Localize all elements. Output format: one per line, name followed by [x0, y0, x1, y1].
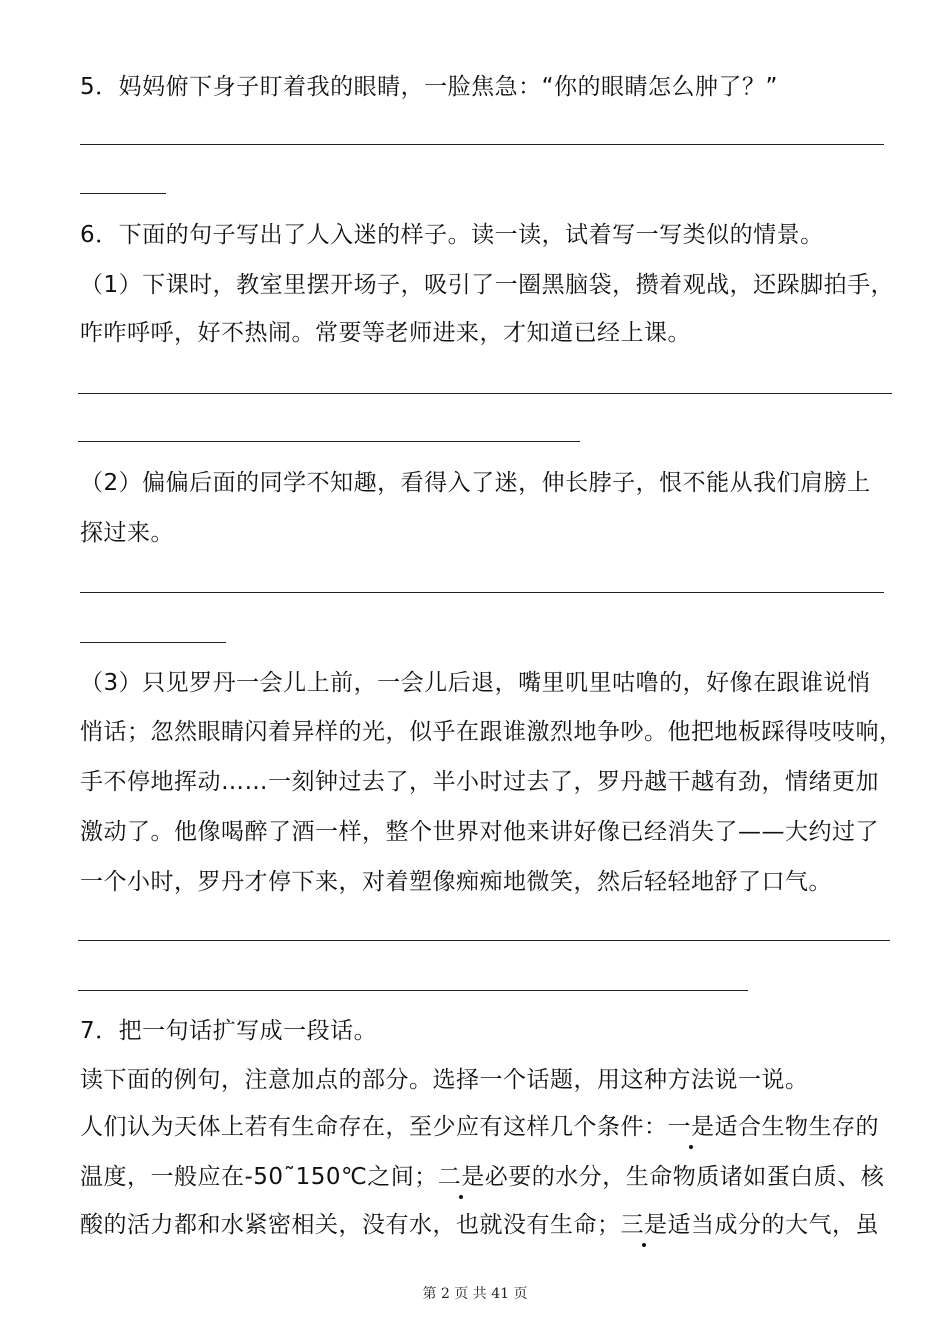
example-text: 温度，一般应在-50˜150℃之间； — [80, 1164, 438, 1190]
question-5-text: 5．妈妈俯下身子盯着我的眼睛，一脸焦急：“你的眼睛怎么肿了？” — [80, 74, 778, 100]
q7-example-line-1 — [80, 1112, 879, 1142]
example-text: 必要的水分，生命物质诸如蛋白质、核 — [484, 1164, 885, 1190]
q7-example-line-2 — [80, 1162, 884, 1192]
answer-line[interactable] — [80, 144, 884, 145]
answer-line[interactable] — [78, 393, 892, 394]
q6-item1-line: 咋咋呼呼，好不热闹。常要等老师进来，才知道已经上课。 — [80, 320, 691, 346]
answer-line[interactable] — [80, 193, 166, 194]
q7-instruction: 读下面的例句，注意加点的部分。选择一个话题，用这种方法说一说。 — [80, 1067, 809, 1093]
question-7-title: 7．把一句话扩写成一段话。 — [80, 1018, 378, 1044]
q6-item3-line: 悄话；忽然眼睛闪着异样的光，似乎在跟谁激烈地争吵。他把地板踩得吱吱响， — [80, 719, 903, 745]
q6-item3-line: 激动了。他像喝醉了酒一样，整个世界对他来讲好像已经消失了——大约过了 — [80, 819, 879, 845]
page-number: 第 2 页 共 41 页 — [422, 1286, 528, 1302]
q6-item2-line: 探过来。 — [80, 520, 174, 546]
answer-line[interactable] — [78, 990, 748, 991]
answer-line[interactable] — [78, 441, 580, 442]
emphasized-text: 一是 — [667, 1114, 715, 1140]
example-text: 酸的活力都和水紧密相关，没有水，也就没有生命； — [80, 1212, 621, 1238]
example-text: 适当成分的大气，虽 — [667, 1212, 879, 1238]
answer-line[interactable] — [80, 642, 226, 643]
q6-item2-line: （2）偏偏后面的同学不知趣，看得入了迷，伸长脖子，恨不能从我们肩膀上 — [80, 470, 871, 496]
q6-item3-line: （3）只见罗丹一会儿上前，一会儿后退，嘴里叽里咕噜的，好像在跟谁说悄 — [80, 670, 871, 696]
answer-line[interactable] — [80, 592, 884, 593]
question-6-title: 6．下面的句子写出了人入迷的样子。读一读，试着写一写类似的情景。 — [80, 222, 824, 248]
answer-line[interactable] — [78, 940, 890, 941]
emphasized-text: 二是 — [437, 1164, 485, 1190]
q7-example-line-3 — [80, 1210, 879, 1240]
example-text: 适合生物生存的 — [714, 1114, 879, 1140]
example-text: 人们认为天体上若有生命存在，至少应有这样几个条件： — [80, 1114, 668, 1140]
q6-item3-line: 一个小时，罗丹才停下来，对着塑像痴痴地微笑，然后轻轻地舒了口气。 — [80, 869, 832, 895]
q6-item1-line: （1）下课时，教室里摆开场子，吸引了一圈黑脑袋，攒着观战，还跺脚拍手， — [80, 272, 895, 298]
emphasized-text: 三是 — [620, 1212, 668, 1238]
q6-item3-line: 手不停地挥动……一刻钟过去了，半小时过去了，罗丹越干越有劲，情绪更加 — [80, 769, 879, 795]
